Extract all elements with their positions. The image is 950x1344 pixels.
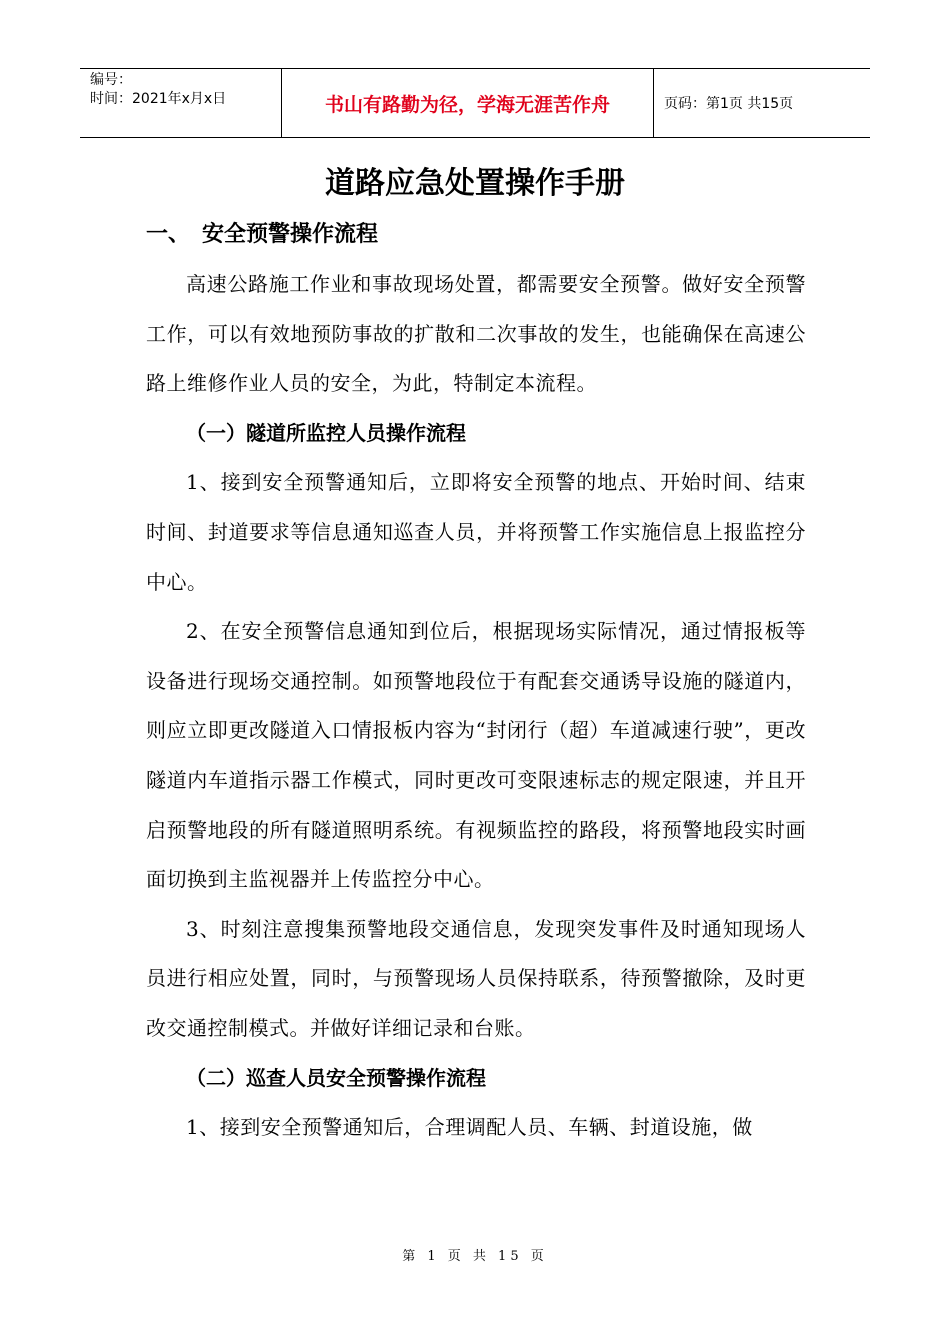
intro-paragraph: 高速公路施工作业和事故现场处置，都需要安全预警。做好安全预警工作，可以有效地预防事故的扩散和二次事故的发生，也能确保在高速公路上维修作业人员的安全，为此，特制定本流程。 — [146, 272, 806, 396]
header-page-info: 页码：第1页 共15页 — [664, 96, 794, 112]
document-title: 道路应急处置操作手册 — [325, 166, 625, 201]
document-header — [80, 68, 870, 138]
paragraph-item: 1、接到安全预警通知后，合理调配人员、车辆、封道设施，做 — [186, 1115, 753, 1140]
section-number: 一、 — [146, 222, 191, 247]
header-motto: 书山有路勤为径，学海无涯苦作舟 — [282, 69, 654, 137]
header-time-label: 时间：2021年x月x日 — [90, 91, 227, 107]
paragraph-item: 3、时刻注意搜集预警地段交通信息，发现突发事件及时通知现场人员进行相应处置，同时，与预警现场人员保持联系，待预警撤除，及时更改交通控制模式。并做好详细记录和台账。 — [146, 916, 806, 1040]
header-meta — [80, 69, 282, 137]
paragraph-item: 1、接到安全预警通知后，立即将安全预警的地点、开始时间、结束时间、封道要求等信息通知巡查人员，并将预警工作实施信息上报监控分中心。 — [146, 470, 806, 594]
subsection-heading-1: （一）隧道所监控人员操作流程 — [186, 420, 466, 445]
section-heading — [146, 215, 378, 255]
page-footer: 第 1 页 共 15 页 — [402, 1249, 548, 1264]
header-number-label: 编号： — [90, 72, 132, 88]
document-body — [146, 260, 806, 1153]
paragraph-item: 2、在安全预警信息通知到位后，根据现场实际情况，通过情报板等设备进行现场交通控制。如预警地段位于有配套交通诱导设施的隧道内，则应立即更改隧道入口情报板内容为“封闭行（超）车道减速行驶”，更改隧道内车道指示器工作模式，同时更改可变限速标志的规定限速，并且开启预警地段的所有隧道照明系统。有视频监控的路段，将预警地段实时画面切换到主监视器并上传监控分中心。 — [146, 619, 806, 892]
subsection-heading-2: （二）巡查人员安全预警操作流程 — [186, 1065, 486, 1090]
section-title: 安全预警操作流程 — [202, 222, 379, 247]
